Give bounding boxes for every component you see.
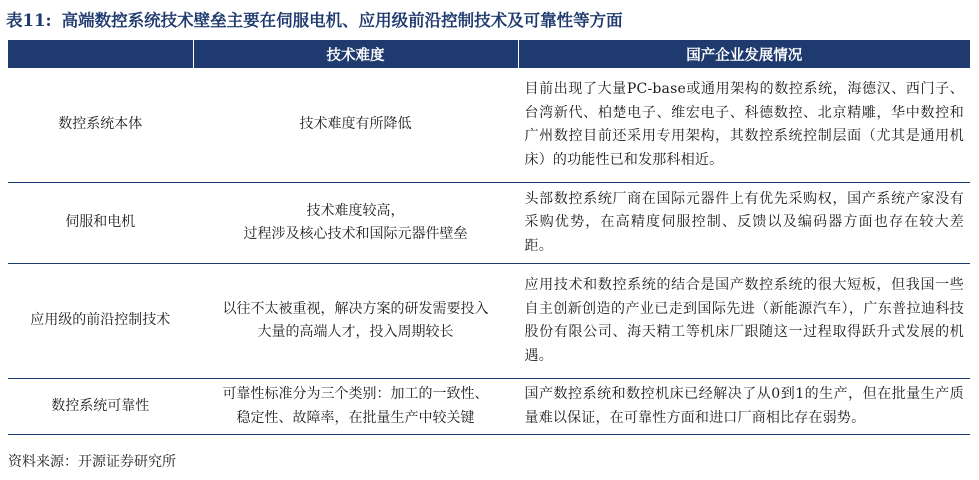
difficulty-line: 技术难度有所降低 (299, 116, 412, 133)
table-row (8, 68, 970, 183)
aspect-cell: 数控系统本体 (8, 68, 193, 183)
difficulty-line: 可靠性标准分为三个类别：加工的一致性、 (222, 386, 489, 402)
status-cell: 应用技术和数控系统的结合是国产数控系统的很大短板，但我国一些自主创新创造的产业已走到国际先进（新能源汽车），广东普拉迪科技股份有限公司、海天精工等机床厂跟随这一过程取得跃升式发展的机遇。 (518, 264, 970, 379)
difficulty-line: 过程涉及核心技术和国际元器件壁垒 (243, 226, 468, 242)
aspect-cell: 应用级的前沿控制技术 (8, 264, 193, 379)
table-title (6, 6, 623, 36)
table-caption: 高端数控系统技术壁垒主要在伺服电机、应用级前沿控制技术及可靠性等方面 (61, 11, 623, 30)
status-cell: 目前出现了大量PC-base或通用架构的数控系统，海德汉、西门子、台湾新代、柏楚电子、维宏电子、科德数控、北京精雕，华中数控和广州数控目前还采用专用架构，其数控系统控制层面（尤其是通用机床）的功能性已和发那科相近。 (518, 68, 970, 183)
table-number: 表11: (6, 11, 52, 30)
table-header-row (8, 40, 970, 68)
comparison-table (8, 40, 970, 435)
source-note: 资料来源：开源证券研究所 (8, 454, 176, 470)
difficulty-line: 技术难度较高， (306, 202, 405, 219)
difficulty-cell (193, 264, 518, 379)
header-status: 国产企业发展情况 (518, 40, 970, 68)
header-difficulty: 技术难度 (193, 40, 518, 68)
aspect-cell: 伺服和电机 (8, 183, 193, 264)
table-row (8, 379, 970, 435)
difficulty-line: 稳定性、故障率，在批量生产中较关键 (236, 409, 475, 426)
table-row (8, 264, 970, 379)
difficulty-cell (193, 68, 518, 183)
aspect-cell: 数控系统可靠性 (8, 379, 193, 435)
difficulty-line: 大量的高端人才，投入周期较长 (257, 324, 454, 340)
difficulty-line: 以往不太被重视，解决方案的研发需要投入 (222, 300, 489, 317)
status-cell: 国产数控系统和数控机床已经解决了从0到1的生产，但在批量生产质量难以保证，在可靠性方面和进口厂商相比存在弱势。 (518, 379, 970, 435)
difficulty-cell (193, 379, 518, 435)
header-aspect (8, 40, 193, 68)
difficulty-cell (193, 183, 518, 264)
status-cell: 头部数控系统厂商在国际元器件上有优先采购权，国产系统产家没有采购优势，在高精度伺服控制、反馈以及编码器方面也存在较大差距。 (518, 183, 970, 264)
table-row (8, 183, 970, 264)
